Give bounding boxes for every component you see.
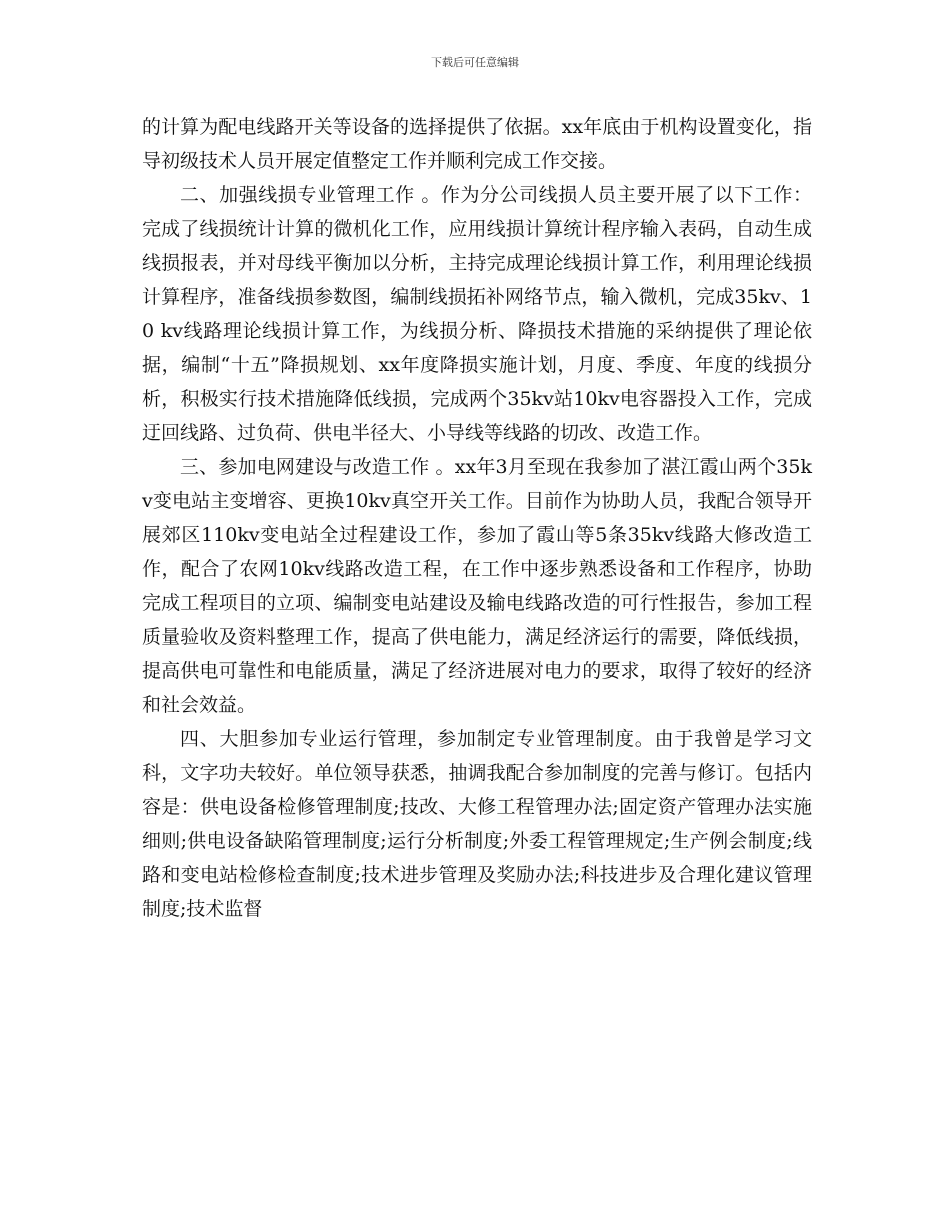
document-body: [142, 110, 812, 926]
paragraph-2: 二、加强线损专业管理工作 。作为分公司线损人员主要开展了以下工作：完成了线损统计计算的微机化工作，应用线损计算统计程序输入表码，自动生成线损报表，并对母线平衡加以分析，主持完成理论线损计算工作，利用理论线损计算程序，准备线损参数图，编制线损拓补网络节点，输入微机，完成35kv、10 kv线路理论线损计算工作，为线损分析、降损技术措施的采纳提供了理论依据，编制“十五”降损规划、xx年度降损实施计划，月度、季度、年度的线损分析，积极实行技术措施降低线损，完成两个35kv站10kv电容器投入工作，完成迂回线路、过负荷、供电半径大、小导线等线路的切改、改造工作。: [142, 184, 812, 444]
page-header-note: 下载后可任意编辑: [431, 56, 519, 69]
paragraph-3: 三、参加电网建设与改造工作 。xx年3月至现在我参加了湛江霞山两个35kv变电站主变增容、更换10kv真空开关工作。目前作为协助人员，我配合领导开展郊区110kv变电站全过程建设工作，参加了霞山等5条35kv线路大修改造工作，配合了农网10kv线路改造工程，在工作中逐步熟悉设备和工作程序，协助完成工程项目的立项、编制变电站建设及输电线路改造的可行性报告，参加工程质量验收及资料整理工作，提高了供电能力，满足经济运行的需要，降低线损，提高供电可靠性和电能质量，满足了经济进展对电力的要求，取得了较好的经济和社会效益。: [142, 456, 812, 716]
paragraph-1: 的计算为配电线路开关等设备的选择提供了依据。xx年底由于机构设置变化，指导初级技术人员开展定值整定工作并顺利完成工作交接。: [142, 116, 812, 172]
paragraph-4: 四、大胆参加专业运行管理，参加制定专业管理制度。由于我曾是学习文科，文字功夫较好。单位领导获悉，抽调我配合参加制度的完善与修订。包括内容是：供电设备检修管理制度;技改、大修工程管理办法;固定资产管理办法实施细则;供电设备缺陷管理制度;运行分析制度;外委工程管理规定;生产例会制度;线路和变电站检修检查制度;技术进步管理及奖励办法;科技进步及合理化建议管理制度;技术监督: [142, 728, 812, 920]
